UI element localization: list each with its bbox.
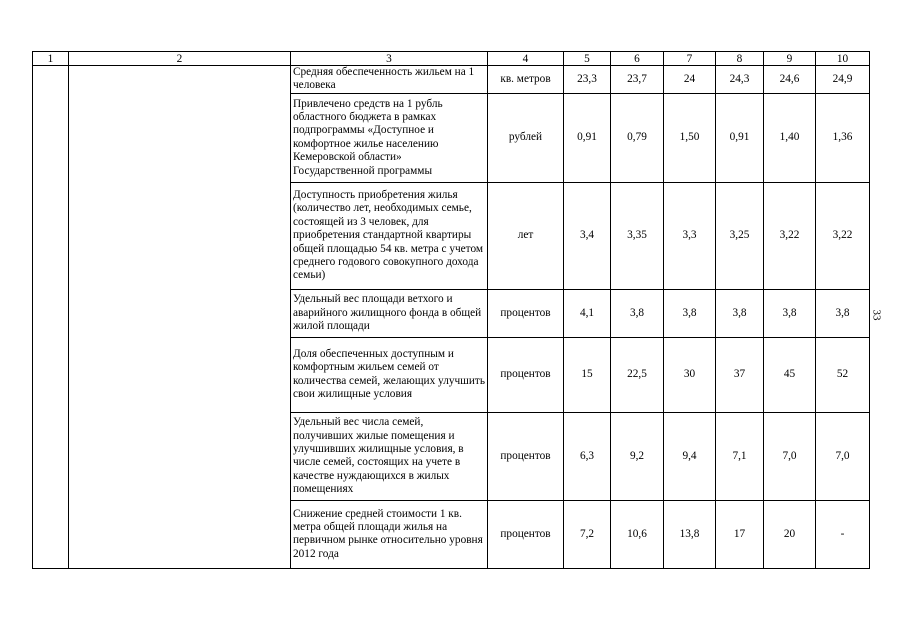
- unit-cell: процентов: [488, 337, 564, 412]
- value-cell: 0,79: [611, 93, 664, 182]
- col2-cell: [69, 66, 291, 569]
- value-cell: 4,1: [564, 289, 611, 337]
- value-cell: 7,2: [564, 500, 611, 568]
- value-cell: 13,8: [664, 500, 716, 568]
- value-cell: 0,91: [716, 93, 764, 182]
- unit-cell: процентов: [488, 289, 564, 337]
- indicator-name: Средняя обеспеченность жильем на 1 человека: [291, 66, 488, 94]
- value-cell: 6,3: [564, 412, 611, 500]
- col1-cell: [33, 66, 69, 569]
- value-cell: 3,8: [816, 289, 870, 337]
- value-cell: 3,25: [716, 182, 764, 289]
- header-row: [33, 52, 870, 66]
- table-body: [33, 52, 870, 569]
- indicator-name: Привлечено средств на 1 рубль областного бюджета в рамках подпрограммы «Доступное и комфортное жилье населению Кемеровской области» Государственной программы: [291, 93, 488, 182]
- value-cell: 1,36: [816, 93, 870, 182]
- indicators-table: [32, 51, 870, 569]
- indicator-name: Удельный вес площади ветхого и аварийного жилищного фонда в общей жилой площади: [291, 289, 488, 337]
- value-cell: 23,3: [564, 66, 611, 94]
- value-cell: 3,8: [611, 289, 664, 337]
- value-cell: 24,9: [816, 66, 870, 94]
- value-cell: -: [816, 500, 870, 568]
- indicator-name: Доступность приобретения жилья (количество лет, необходимых семье, состоящей из 3 человек, для приобретения стандартной квартиры общей площадью 54 кв. метра с учетом среднего годового совокупного дохода семьи): [291, 182, 488, 289]
- value-cell: 30: [664, 337, 716, 412]
- value-cell: 1,40: [764, 93, 816, 182]
- header-cell: 4: [488, 52, 564, 66]
- unit-cell: процентов: [488, 412, 564, 500]
- header-cell: 10: [816, 52, 870, 66]
- value-cell: 45: [764, 337, 816, 412]
- value-cell: 7,0: [764, 412, 816, 500]
- value-cell: 20: [764, 500, 816, 568]
- header-cell: 2: [69, 52, 291, 66]
- value-cell: 37: [716, 337, 764, 412]
- value-cell: 24,3: [716, 66, 764, 94]
- header-cell: 6: [611, 52, 664, 66]
- indicator-name: Удельный вес числа семей, получивших жилые помещения и улучшивших жилищные условия, в числе семей, состоящих на учете в качестве нуждающихся в жилых помещениях: [291, 412, 488, 500]
- value-cell: 3,8: [716, 289, 764, 337]
- value-cell: 7,1: [716, 412, 764, 500]
- header-cell: 8: [716, 52, 764, 66]
- value-cell: 52: [816, 337, 870, 412]
- value-cell: 15: [564, 337, 611, 412]
- value-cell: 3,3: [664, 182, 716, 289]
- value-cell: 17: [716, 500, 764, 568]
- header-cell: 7: [664, 52, 716, 66]
- header-cell: 3: [291, 52, 488, 66]
- value-cell: 3,4: [564, 182, 611, 289]
- value-cell: 9,2: [611, 412, 664, 500]
- unit-cell: рублей: [488, 93, 564, 182]
- value-cell: 24,6: [764, 66, 816, 94]
- unit-cell: процентов: [488, 500, 564, 568]
- value-cell: 24: [664, 66, 716, 94]
- value-cell: 9,4: [664, 412, 716, 500]
- header-cell: 1: [33, 52, 69, 66]
- value-cell: 3,8: [664, 289, 716, 337]
- value-cell: 3,22: [764, 182, 816, 289]
- value-cell: 0,91: [564, 93, 611, 182]
- indicator-name: Снижение средней стоимости 1 кв. метра общей площади жилья на первичном рынке относительно уровня 2012 года: [291, 500, 488, 568]
- value-cell: 1,50: [664, 93, 716, 182]
- indicator-name: Доля обеспеченных доступным и комфортным жильем семей от количества семей, желающих улучшить свои жилищные условия: [291, 337, 488, 412]
- value-cell: 10,6: [611, 500, 664, 568]
- value-cell: 3,8: [764, 289, 816, 337]
- page-number: 33: [870, 309, 883, 321]
- value-cell: 7,0: [816, 412, 870, 500]
- value-cell: 3,35: [611, 182, 664, 289]
- value-cell: 23,7: [611, 66, 664, 94]
- value-cell: 3,22: [816, 182, 870, 289]
- header-cell: 5: [564, 52, 611, 66]
- unit-cell: лет: [488, 182, 564, 289]
- value-cell: 22,5: [611, 337, 664, 412]
- header-cell: 9: [764, 52, 816, 66]
- unit-cell: кв. метров: [488, 66, 564, 94]
- table-row: [33, 66, 870, 94]
